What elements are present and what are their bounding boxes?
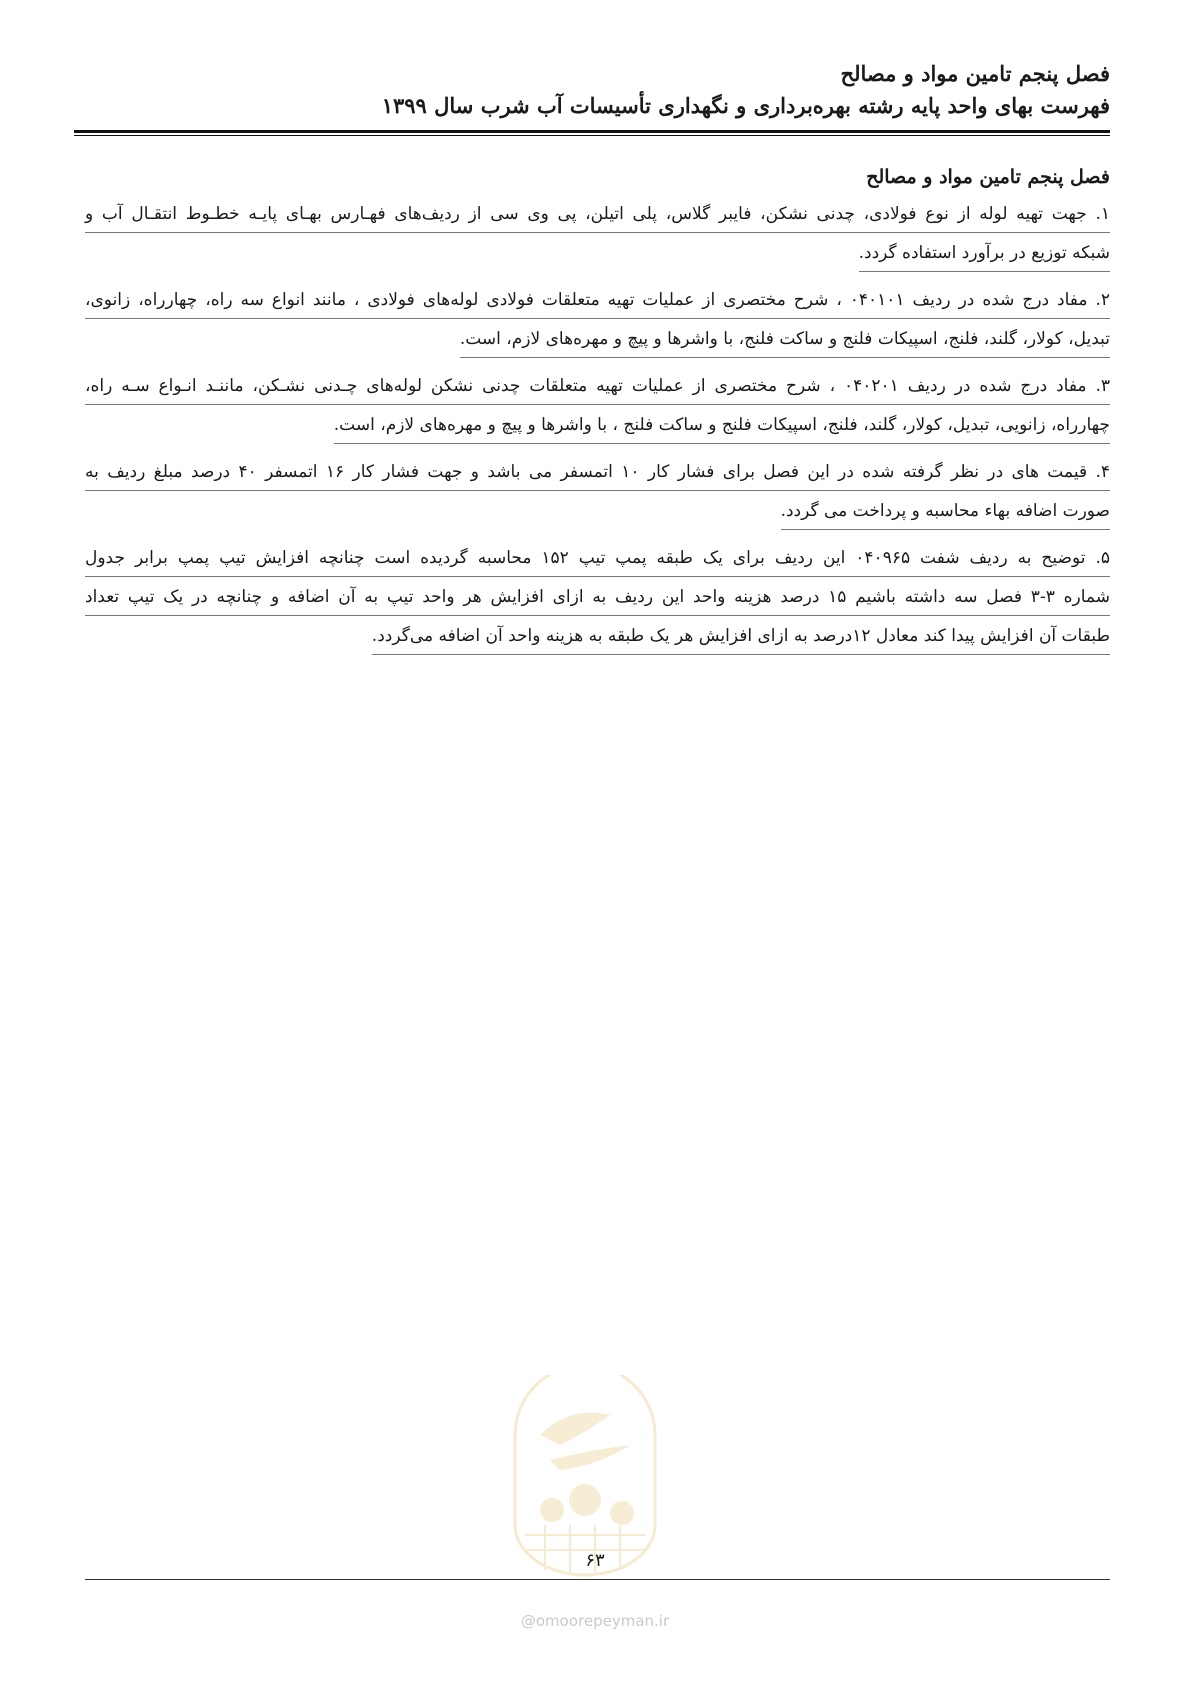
paragraph-1 — [85, 194, 1110, 272]
paragraph-3 — [85, 366, 1110, 444]
header-document-title: فهرست بهای واحد پایه رشته بهره‌برداری و نگهداری تأسیسات آب شرب سال ۱۳۹۹ — [381, 93, 1110, 118]
paragraph-line: تبدیل، کولار، گلند، فلنج، اسپیکات فلنج و ساکت فلنج، با واشرها و پیچ و مهره‌های لازم، است. — [460, 319, 1110, 358]
header-rule-thick — [74, 130, 1110, 133]
paragraph-line: صورت اضافه بهاء محاسبه و پرداخت می گردد. — [781, 491, 1110, 530]
section-title: فصل پنجم تامین مواد و مصالح — [866, 166, 1110, 188]
paragraph-line: شبکه توزیع در برآورد استفاده گردد. — [859, 233, 1110, 272]
paragraph-line: ۱. جهت تهیه لوله از نوع فولادی، چدنی نشکن، فایبر گلاس، پلی اتیلن، پی وی سی از ردیف‌های فهـارس بهـای پایـه خطـوط انتقـال آب و — [85, 194, 1110, 233]
paragraph-line: ۳. مفاد درج شده در ردیف ۰۴۰۲۰۱ ، شرح مختصری از عملیات تهیه متعلقات چدنی نشکن لوله‌های چـدنی نشـکن، ماننـد انـواع سـه راه، — [85, 366, 1110, 405]
paragraph-line: ۲. مفاد درج شده در ردیف ۰۴۰۱۰۱ ، شرح مختصری از عملیات تهیه متعلقات فولادی لوله‌های فولادی ، مانند انواع سه راه، چهارراه، زانوی، — [85, 280, 1110, 319]
paragraph-4 — [85, 452, 1110, 530]
paragraph-2 — [85, 280, 1110, 358]
paragraph-line: چهارراه، زانویی، تبدیل، کولار، گلند، فلنج، اسپیکات فلنج و ساکت فلنج ، با واشرها و پیچ و مهره‌های لازم، است. — [334, 405, 1110, 444]
paragraph-line: شماره ۳-۳ فصل سه داشته باشیم ۱۵ درصد هزینه واحد این ردیف به ازای افزایش هر واحد تیپ به آن اضافه و چنانچه در یک تیپ تعداد — [85, 577, 1110, 616]
paragraph-line: ۵. توضیح به ردیف شفت ۰۴۰۹۶۵ این ردیف برای یک طبقه پمپ تیپ ۱۵۲ محاسبه گردیده است چنانچه افزایش تیپ پمپ برابر جدول — [85, 538, 1110, 577]
page-content — [85, 162, 1110, 663]
page-header — [74, 58, 1110, 122]
page-number: ۶۳ — [585, 1550, 605, 1571]
footer-rule — [85, 1579, 1110, 1580]
header-chapter-title: فصل پنجم تامین مواد و مصالح — [840, 61, 1110, 86]
website-watermark: @omoorepeyman.ir — [520, 1612, 670, 1630]
header-rule-thin — [74, 135, 1110, 136]
paragraph-line: ۴. قیمت های در نظر گرفته شده در این فصل برای فشار کار ۱۰ اتمسفر می باشد و جهت فشار کار ۱۶ اتمسفر ۴۰ درصد مبلغ ردیف به — [85, 452, 1110, 491]
paragraph-line: طبقات آن افزایش پیدا کند معادل ۱۲درصد به ازای افزایش هر یک طبقه به هزینه واحد آن اضافه می‌گردد. — [372, 616, 1110, 655]
paragraph-5 — [85, 538, 1110, 655]
